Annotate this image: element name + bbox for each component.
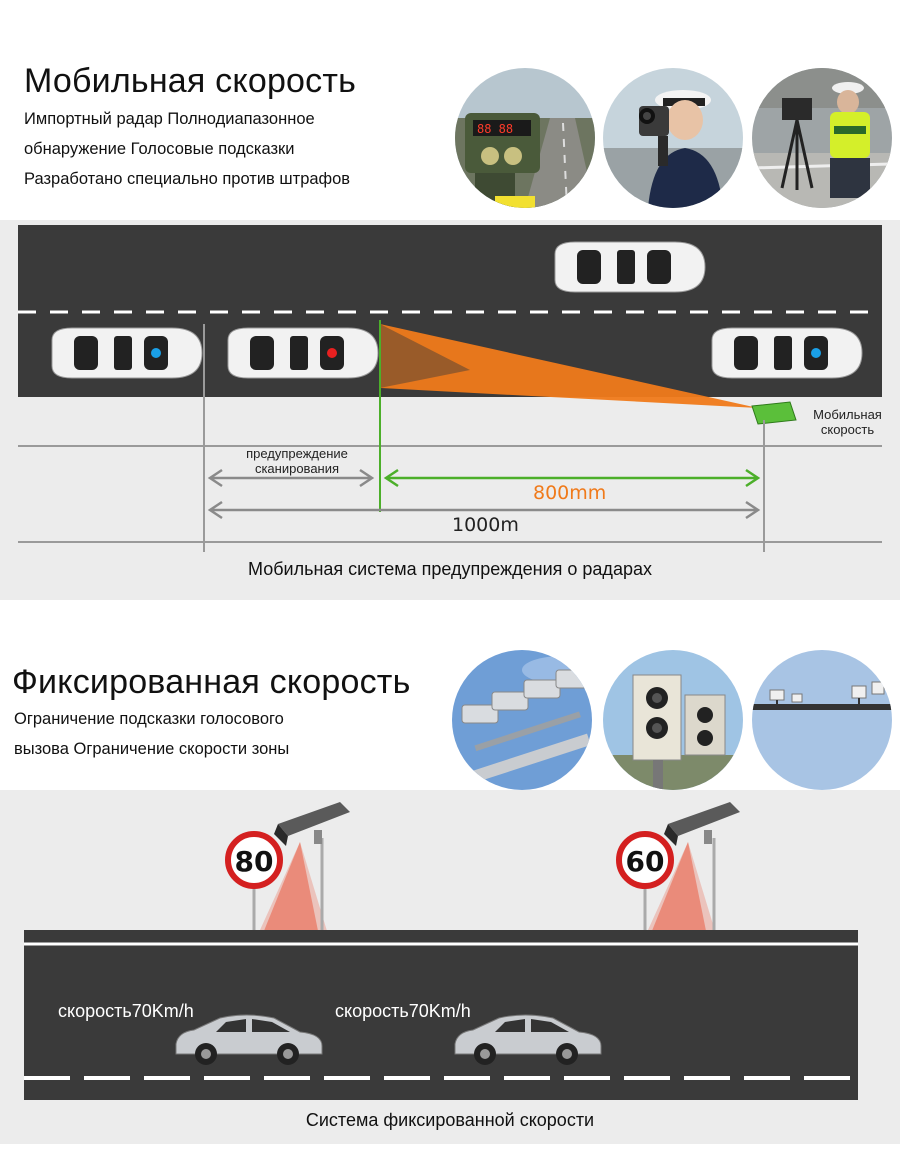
warning-scan-label <box>222 446 372 476</box>
mobile-section-title: Мобильная скорость <box>24 62 357 100</box>
car-speed-label-right: скорость70Km/h <box>335 1001 471 1021</box>
speed-cameras-pole-photo <box>452 650 592 790</box>
radar-label <box>800 407 895 437</box>
warning-scan-label-line: предупреждение <box>246 446 348 461</box>
mobile-description-line: Импортный радар Полнодиапазонное <box>24 110 315 128</box>
svg-text:88 88: 88 88 <box>477 122 514 136</box>
distance-800-label: 800mm <box>533 482 607 504</box>
fixed-section-title: Фиксированная скорость <box>12 663 411 701</box>
fixed-description-line: Ограничение подсказки голосового <box>14 710 284 728</box>
radar-device-icon <box>752 402 796 424</box>
warning-scan-label-line: сканирования <box>254 461 340 476</box>
speed-limit-sign-left-value: 80 <box>234 845 274 878</box>
mobile-description-line: Разработано специально против штрафов <box>24 170 351 188</box>
car-left <box>52 328 202 378</box>
radar-gun-photo <box>455 68 595 208</box>
car-top-lane <box>555 242 705 292</box>
mobile-description-line: обнаружение Голосовые подсказки <box>24 140 295 158</box>
radar-label-line: скорость <box>820 422 875 437</box>
speed-camera-left-icon <box>274 802 350 846</box>
distance-1000-label: 1000m <box>452 514 519 536</box>
radar-label-line: Мобильная <box>813 407 882 422</box>
speed-camera-box-photo <box>603 650 743 790</box>
car-center <box>228 328 378 378</box>
fixed-speed-diagram-panel <box>0 790 900 1144</box>
speed-camera-right-icon <box>664 802 740 846</box>
fixed-speed-diagram <box>0 790 900 1144</box>
mobile-diagram-caption: Мобильная система предупреждения о радарах <box>248 559 652 579</box>
mobile-radar-diagram <box>0 220 900 600</box>
fixed-description-line: вызова Ограничение скорости зоны <box>14 740 290 758</box>
car-speed-label-left: скорость70Km/h <box>58 1001 194 1021</box>
police-officer-radar-photo <box>603 68 743 208</box>
car-right <box>712 328 862 378</box>
mobile-radar-diagram-panel <box>0 220 900 600</box>
police-tripod-radar-photo <box>752 68 892 208</box>
speed-limit-sign-right-value: 60 <box>625 845 665 878</box>
overhead-camera-gantry-photo <box>752 650 892 790</box>
fixed-diagram-caption: Система фиксированной скорости <box>305 1110 595 1130</box>
